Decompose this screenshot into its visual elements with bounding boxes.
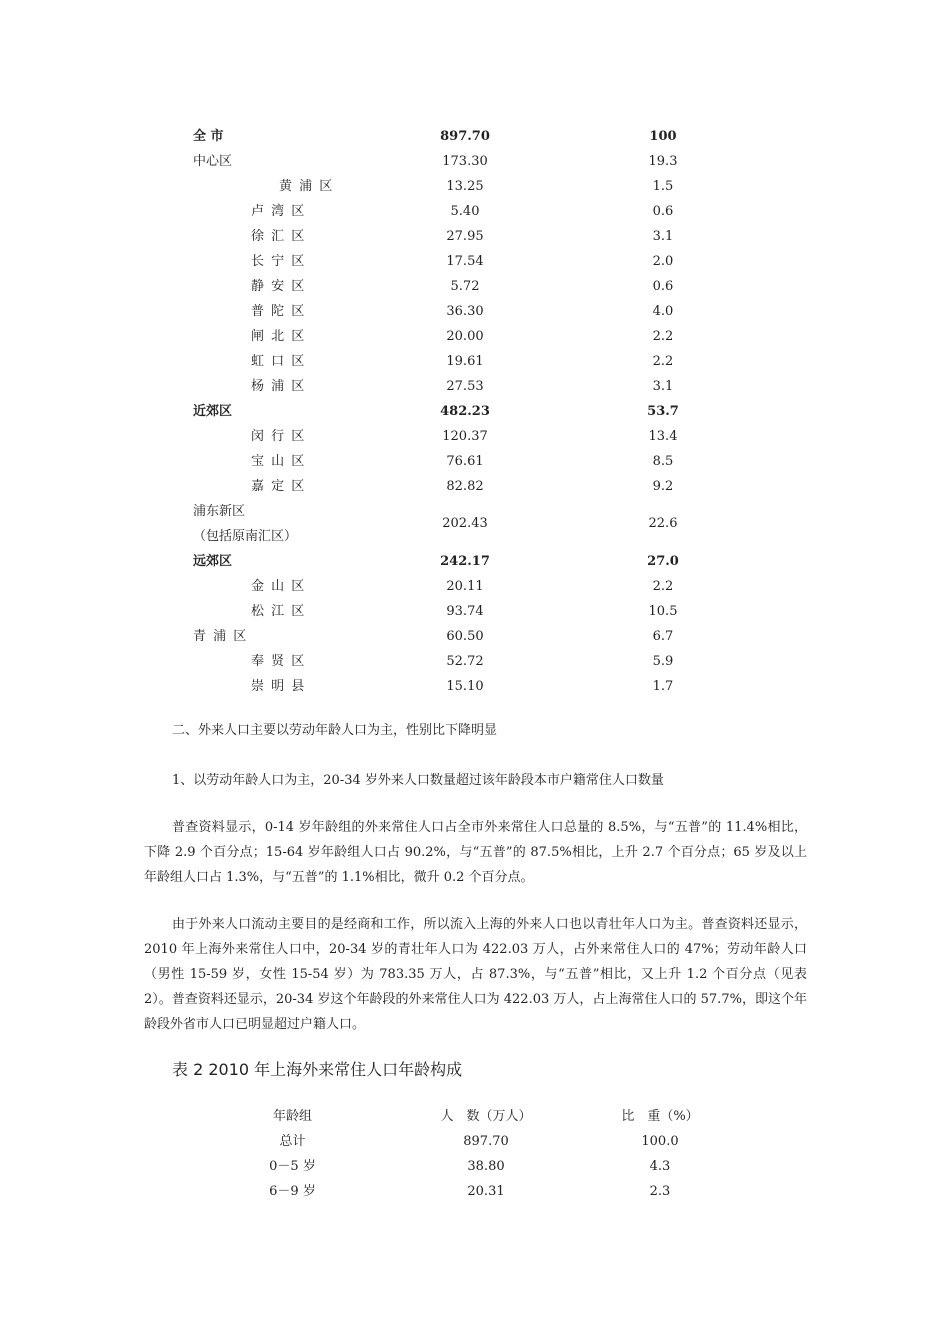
share-cell: 4.3 (649, 1159, 671, 1174)
population-share: 27.0 (647, 554, 679, 569)
table-row (0, 224, 950, 249)
table-row (0, 424, 950, 449)
district-name: 虹口区 (251, 354, 312, 369)
count-cell: 38.80 (467, 1159, 505, 1174)
count-cell: 897.70 (463, 1134, 509, 1149)
population-share: 2.0 (652, 254, 674, 269)
district-name: 全 市 (193, 129, 224, 144)
population-share: 1.7 (652, 679, 674, 694)
district-name: 中心区 (193, 154, 233, 169)
district-name: 长宁区 (251, 254, 312, 269)
table-row (0, 674, 950, 699)
population-count: 82.82 (446, 479, 484, 494)
population-share: 3.1 (652, 229, 674, 244)
population-share: 0.6 (652, 279, 674, 294)
table-row (0, 399, 950, 424)
table-row (0, 624, 950, 649)
population-share: 6.7 (652, 629, 674, 644)
population-count: 173.30 (442, 154, 488, 169)
population-share: 100 (649, 129, 677, 144)
district-name: 嘉定区 (251, 479, 312, 494)
population-share: 3.1 (652, 379, 674, 394)
population-count: 76.61 (446, 454, 484, 469)
table-row (0, 649, 950, 674)
paragraph-labor-age: 由于外来人口流动主要目的是经商和工作，所以流入上海的外来人口也以青壮年人口为主。普查资料还显示，2010 年上海外来常住人口中，20-34 岁的青壮年人口为 422.03 万人，占外来常住人口的 47%；劳动年龄人口（男性 15-59 岁，女性 15-54 岁）为 783.35 万人，占 87.3%，与“五普”相比，又上升 1.2 个百分点（见表 2）。普查资料还显示，20-34 岁这个年龄段的外来常住人口为 422.03 万人，占上海常住人口的 57.7%，即这个年龄段外省市人口已明显超过户籍人口。 (144, 917, 807, 1032)
table-row (0, 124, 950, 149)
population-count: 60.50 (446, 629, 484, 644)
count-cell: 20.31 (467, 1184, 505, 1199)
age-group-cell: 0－5 岁 (269, 1159, 316, 1174)
table2-caption: 表 2 2010 年上海外来常住人口年龄构成 (172, 1060, 463, 1079)
share-cell: 100.0 (641, 1134, 679, 1149)
table-row (0, 574, 950, 599)
population-share: 53.7 (647, 404, 679, 419)
population-count: 20.11 (446, 579, 484, 594)
population-share: 4.0 (652, 304, 674, 319)
population-count: 27.95 (446, 229, 484, 244)
population-count: 897.70 (440, 129, 490, 144)
table-row (0, 449, 950, 474)
population-share: 1.5 (652, 179, 674, 194)
header-count: 人 数（万人） (440, 1109, 532, 1124)
table-row (0, 549, 950, 574)
age-group-cell: 6－9 岁 (269, 1184, 316, 1199)
age-table-row (0, 1154, 950, 1179)
population-count: 19.61 (446, 354, 484, 369)
population-share: 5.9 (652, 654, 674, 669)
population-count: 20.00 (446, 329, 484, 344)
district-name (193, 499, 297, 549)
district-name: 远郊区 (193, 554, 233, 569)
population-share: 10.5 (648, 604, 678, 619)
district-name: 松江区 (251, 604, 312, 619)
age-table-header (0, 1104, 950, 1129)
age-table-row (0, 1179, 950, 1204)
population-count: 120.37 (442, 429, 488, 444)
population-count: 202.43 (442, 516, 488, 531)
population-share: 2.2 (652, 579, 674, 594)
district-name-line2: （包括原南汇区） (193, 529, 298, 544)
population-count: 15.10 (446, 679, 484, 694)
paragraph-age-groups: 普查资料显示，0-14 岁年龄组的外来常住人口占全市外来常住人口总量的 8.5%，与“五普”的 11.4%相比，下降 2.9 个百分点；15-64 岁年龄组人口占 90.2%，与“五普”的 87.5%相比，上升 2.7 个百分点；65 岁及以上年龄组人口占 1.3%，与“五普”的 1.1%相比，微升 0.2 个百分点。 (144, 820, 807, 885)
population-share: 13.4 (648, 429, 678, 444)
table-row (0, 599, 950, 624)
section-heading: 二、外来人口主要以劳动年龄人口为主，性别比下降明显 (172, 723, 498, 738)
table-row (0, 249, 950, 274)
table-row (0, 174, 950, 199)
table-row (0, 274, 950, 299)
table-row (0, 499, 950, 549)
population-count: 93.74 (446, 604, 484, 619)
population-share: 2.2 (652, 354, 674, 369)
header-age-group: 年龄组 (272, 1109, 312, 1124)
population-share: 2.2 (652, 329, 674, 344)
district-name: 闸北区 (251, 329, 312, 344)
district-name: 黄浦区 (279, 179, 340, 194)
population-count: 5.72 (450, 279, 480, 294)
population-share: 19.3 (648, 154, 678, 169)
table-row (0, 474, 950, 499)
share-cell: 2.3 (649, 1184, 671, 1199)
subsection-heading: 1、以劳动年龄人口为主，20-34 岁外来人口数量超过该年龄段本市户籍常住人口数量 (172, 773, 664, 788)
population-share: 22.6 (648, 516, 678, 531)
district-name: 近郊区 (193, 404, 233, 419)
population-share: 8.5 (652, 454, 674, 469)
table-row (0, 349, 950, 374)
table-row (0, 299, 950, 324)
district-name: 宝山区 (251, 454, 312, 469)
age-group-cell: 总计 (279, 1134, 306, 1149)
district-name: 徐汇区 (251, 229, 312, 244)
header-share: 比 重（%） (621, 1109, 699, 1124)
population-count: 17.54 (446, 254, 484, 269)
population-count: 242.17 (440, 554, 490, 569)
population-count: 5.40 (450, 204, 480, 219)
district-name: 普陀区 (251, 304, 312, 319)
population-count: 27.53 (446, 379, 484, 394)
district-name: 静安区 (251, 279, 312, 294)
population-count: 13.25 (446, 179, 484, 194)
table-row (0, 199, 950, 224)
population-count: 36.30 (446, 304, 484, 319)
population-count: 52.72 (446, 654, 484, 669)
district-name: 杨浦区 (251, 379, 312, 394)
table-row (0, 324, 950, 349)
district-name: 崇明县 (251, 679, 312, 694)
district-name: 卢湾区 (251, 204, 312, 219)
table-row (0, 149, 950, 174)
population-share: 9.2 (652, 479, 674, 494)
district-name: 青浦区 (193, 629, 254, 644)
district-name: 奉贤区 (251, 654, 312, 669)
district-name-line1: 浦东新区 (193, 504, 246, 519)
district-name: 金山区 (251, 579, 312, 594)
population-share: 0.6 (652, 204, 674, 219)
population-count: 482.23 (440, 404, 490, 419)
table-row (0, 374, 950, 399)
district-name: 闵行区 (251, 429, 312, 444)
age-table-row (0, 1129, 950, 1154)
